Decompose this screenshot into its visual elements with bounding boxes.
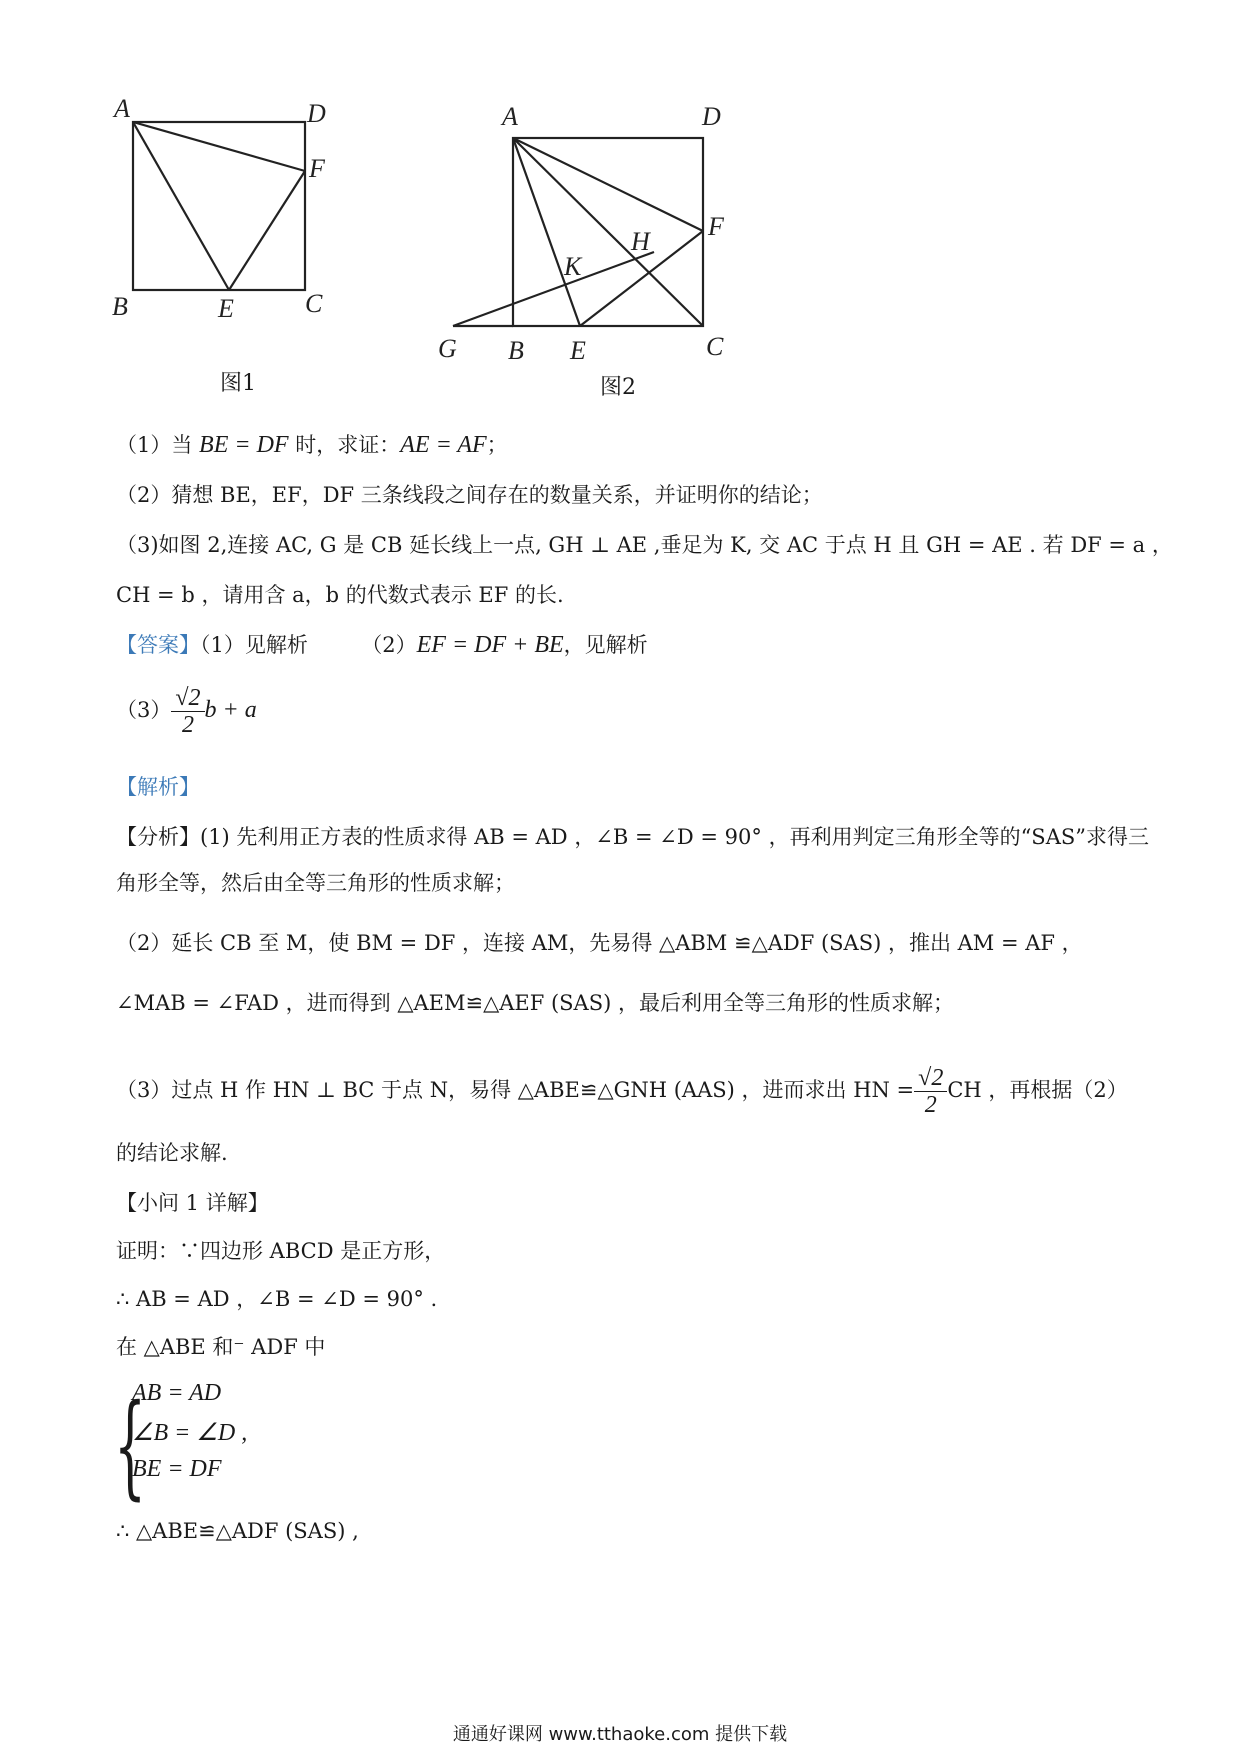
q1-mid: 时，求证： — [288, 433, 401, 457]
fenxi-line-5 — [116, 1060, 1128, 1122]
fig2-label-f: F — [708, 212, 724, 241]
fig2-label-e: E — [570, 336, 586, 365]
fraction-denominator: 2 — [924, 1092, 937, 1118]
analysis-tag: 【解析】 — [116, 775, 200, 799]
fig2-label-k: K — [564, 252, 582, 281]
fig1-segment-ef — [229, 171, 305, 290]
fenxi-line-2: 角形全等，然后由全等三角形的性质求解； — [116, 871, 515, 895]
fig1-label-b: B — [112, 292, 128, 321]
q1-expr-be-df: BE = DF — [199, 432, 289, 458]
answer-tag: 【答案】 — [116, 633, 200, 657]
system-brace: { — [114, 1381, 147, 1511]
figure-2 — [430, 95, 760, 365]
fenxi-line-6: 的结论求解. — [116, 1141, 228, 1165]
answer-part-3-fraction — [171, 685, 204, 738]
detail-line-1: 证明：∵四边形 ABCD 是正方形， — [116, 1239, 446, 1263]
fig2-label-g: G — [438, 334, 457, 363]
system-line-2: ∠B = ∠D , — [132, 1420, 248, 1446]
fig2-segment-gh — [453, 252, 654, 326]
fig1-caption: 图1 — [220, 371, 256, 396]
q1-expr-ae-af: AE = AF — [400, 432, 487, 458]
fenxi-fraction — [914, 1065, 947, 1118]
fig1-label-f: F — [309, 154, 325, 183]
question-1 — [116, 430, 508, 460]
fenxi-line-1: 【分析】(1) 先利用正方表的性质求得 AB = AD ，∠B = ∠D = 90° ，再利用判定三角形全等的“SAS”求得三 — [116, 825, 1149, 849]
q1-pre: （1）当 — [116, 433, 200, 457]
answer-part-3-post: b + a — [204, 697, 257, 723]
answer-part-3 — [116, 680, 257, 742]
fraction-numerator: √2 — [171, 685, 204, 712]
answer-part-2-post: ，见解析 — [563, 633, 648, 657]
fig1-segment-af — [133, 122, 305, 171]
fenxi-line-5-pre: （3）过点 H 作 HN ⊥ BC 于点 N，易得 △ABE≌△GNH (AAS) ，进而求出 HN = — [116, 1078, 915, 1102]
answer-line — [116, 630, 648, 660]
detail-line-3: 在 △ABE 和⁻ ADF 中 — [116, 1335, 326, 1359]
question-3-line-2: CH = b ，请用含 a，b 的代数式表示 EF 的长. — [116, 583, 564, 607]
fig1-segment-ae — [133, 122, 229, 290]
detail-line-2: ∴ AB = AD ，∠B = ∠D = 90° . — [116, 1287, 438, 1311]
fig1-label-e: E — [218, 294, 234, 323]
fig2-label-b: B — [508, 336, 524, 365]
fig2-label-c: C — [706, 332, 724, 361]
detail-title: 【小问 1 详解】 — [116, 1191, 269, 1215]
fig1-label-a: A — [114, 95, 130, 123]
system-line-1: AB = AD — [132, 1380, 222, 1406]
q1-post: ； — [486, 433, 508, 457]
question-2: （2）猜想 BE，EF，DF 三条线段之间存在的数量关系，并证明你的结论； — [116, 483, 823, 507]
fenxi-line-4: ∠MAB = ∠FAD ，进而得到 △AEM≌△AEF (SAS) ，最后利用全等三角形的性质求解； — [116, 991, 954, 1015]
fig2-segment-ac — [513, 138, 703, 326]
answer-part-3-pre: （3） — [116, 698, 172, 722]
fig1-label-d: D — [307, 99, 326, 128]
fig1-label-c: C — [305, 289, 323, 318]
fenxi-line-5-post: CH ，再根据（2） — [947, 1078, 1128, 1102]
fig2-caption: 图2 — [600, 375, 636, 400]
fraction-denominator: 2 — [181, 712, 194, 738]
figure-1 — [110, 95, 370, 365]
fig2-label-a: A — [502, 102, 518, 131]
system-line-3: BE = DF — [132, 1456, 222, 1482]
question-3-line-1: （3)如图 2,连接 AC, G 是 CB 延长线上一点, GH ⊥ AE ,垂足为 K, 交 AC 于点 H 且 GH = AE . 若 DF = a ， — [116, 533, 1173, 557]
fenxi-line-3: （2）延长 CB 至 M，使 BM = DF ，连接 AM，先易得 △ABM ≌△ADF (SAS) ，推出 AM = AF ， — [116, 931, 1083, 955]
footer-text: 通通好课网 www.tthaoke.com 提供下载 — [452, 1724, 788, 1745]
fig2-label-h: H — [631, 227, 650, 256]
fraction-numerator: √2 — [914, 1065, 947, 1092]
answer-part-1: （1）见解析 — [200, 633, 308, 657]
detail-line-4: ∴ △ABE≌△ADF (SAS) , — [116, 1519, 359, 1543]
answer-part-2-pre: （2） — [361, 633, 417, 657]
fig2-label-d: D — [702, 102, 721, 131]
answer-part-2-expr: EF = DF + BE — [416, 632, 564, 658]
